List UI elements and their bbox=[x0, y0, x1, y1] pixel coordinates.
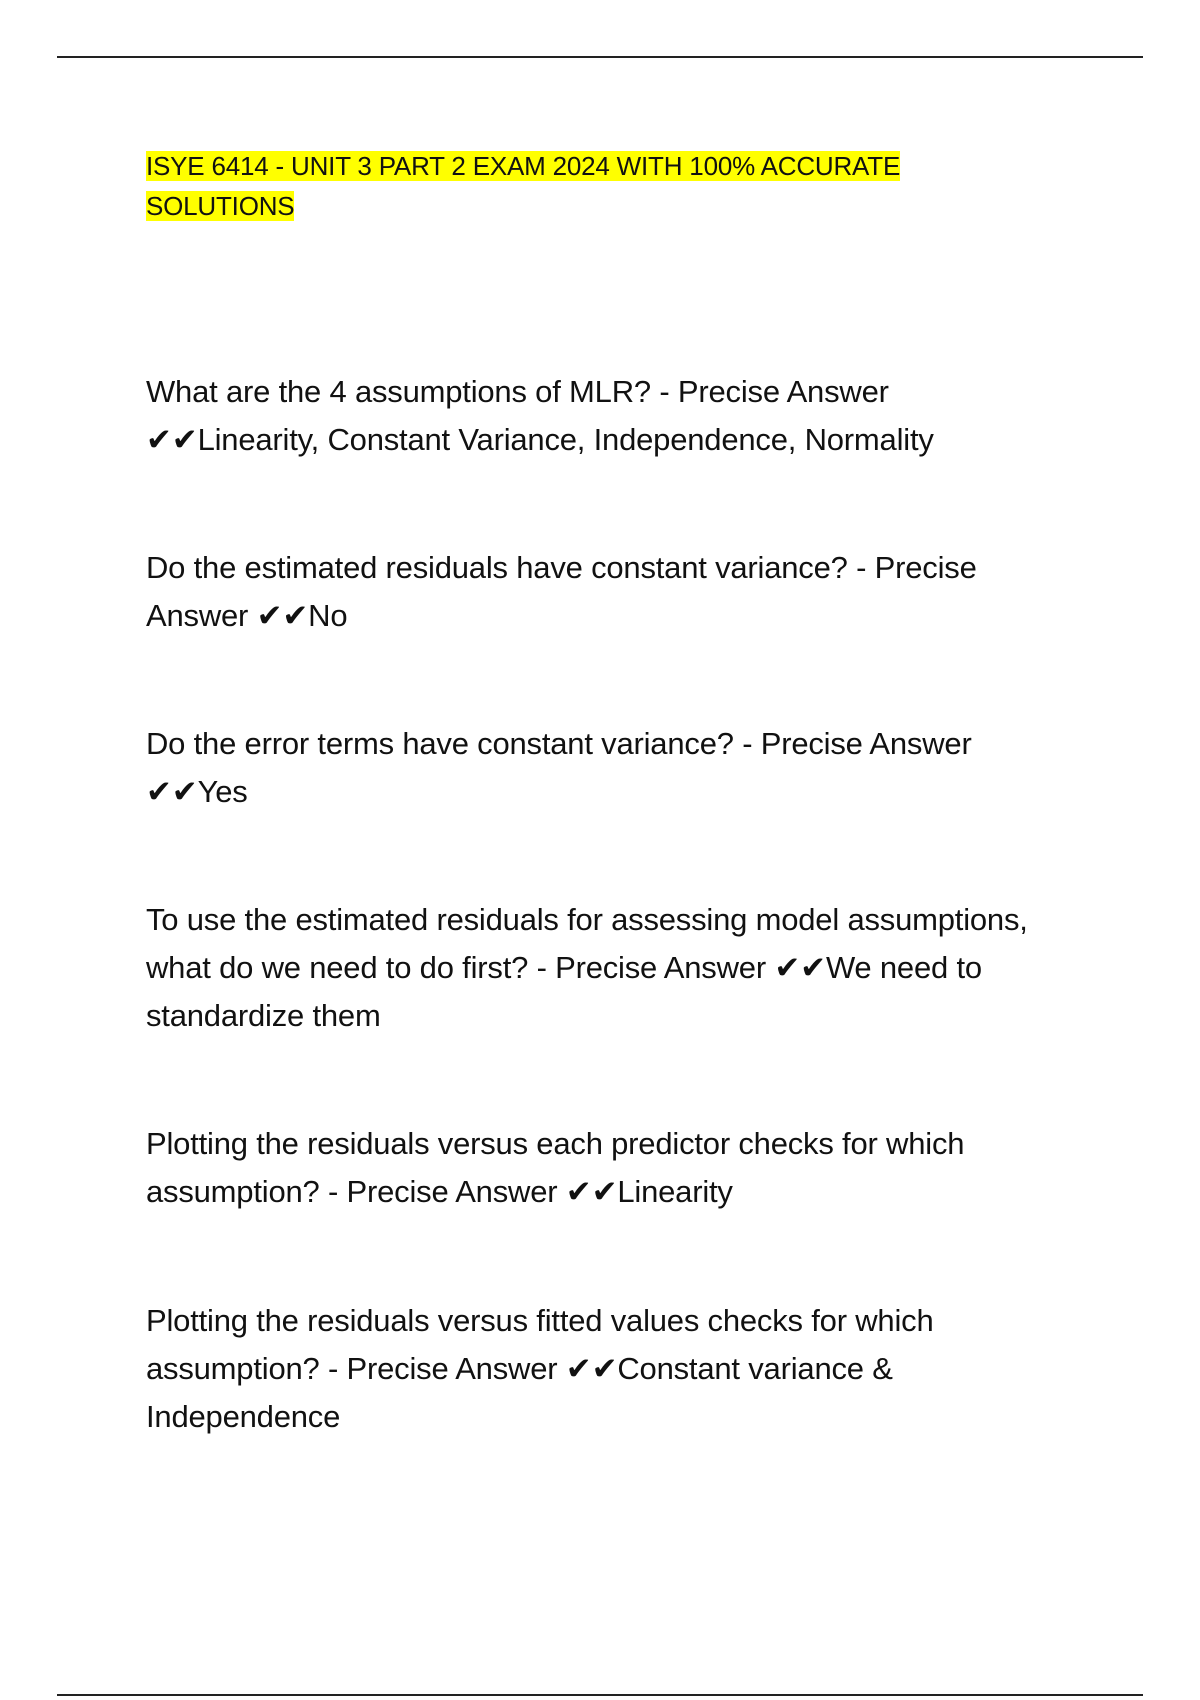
answer-label: Precise Answer bbox=[677, 374, 889, 409]
question-text: Plotting the residuals versus fitted values checks for which assumption? bbox=[146, 1303, 934, 1386]
separator: - bbox=[847, 550, 875, 585]
answer-label: Precise Answer bbox=[346, 1351, 558, 1386]
answer-label: Precise Answer bbox=[555, 950, 766, 985]
question-text: To use the estimated residuals for assessing model assumptions, what do we need to do first? bbox=[146, 902, 1028, 985]
double-checkmark-icon: ✔✔ bbox=[565, 1174, 618, 1209]
answer-text: Yes bbox=[197, 774, 248, 809]
double-checkmark-icon: ✔✔ bbox=[256, 598, 309, 633]
separator: - bbox=[319, 1174, 347, 1209]
question-text: Do the estimated residuals have constant variance? bbox=[146, 550, 848, 585]
top-divider bbox=[57, 56, 1143, 58]
double-checkmark-icon: ✔✔ bbox=[774, 950, 826, 985]
separator: - bbox=[733, 726, 761, 761]
answer-text: No bbox=[308, 598, 348, 633]
double-checkmark-icon: ✔✔ bbox=[146, 422, 198, 457]
answer-text: Linearity, Constant Variance, Independence, Normality bbox=[197, 422, 934, 457]
answer-text: Linearity bbox=[617, 1174, 733, 1209]
qa-item-1 bbox=[146, 368, 1066, 464]
bottom-divider bbox=[57, 1694, 1143, 1696]
separator: - bbox=[650, 374, 678, 409]
answer-label: Precise Answer bbox=[346, 1174, 558, 1209]
separator: - bbox=[528, 950, 556, 985]
answer-text: Constant variance & Independence bbox=[146, 1351, 893, 1434]
question-text: Do the error terms have constant variance? bbox=[146, 726, 734, 761]
qa-item-3 bbox=[146, 720, 1066, 816]
document-title bbox=[146, 146, 1006, 226]
separator: - bbox=[319, 1351, 347, 1386]
answer-label: Precise Answer bbox=[146, 550, 977, 633]
qa-item-2 bbox=[146, 544, 1066, 640]
qa-item-4 bbox=[146, 896, 1066, 1040]
qa-item-6 bbox=[146, 1297, 1066, 1441]
qa-item-5 bbox=[146, 1120, 1066, 1216]
double-checkmark-icon: ✔✔ bbox=[146, 774, 198, 809]
document-title-text: ISYE 6414 - UNIT 3 PART 2 EXAM 2024 WITH 100% ACCURATE SOLUTIONS bbox=[146, 151, 901, 221]
question-text: Plotting the residuals versus each predictor checks for which assumption? bbox=[146, 1126, 965, 1209]
question-text: What are the 4 assumptions of MLR? bbox=[146, 374, 651, 409]
double-checkmark-icon: ✔✔ bbox=[565, 1351, 618, 1386]
answer-text: We need to standardize them bbox=[146, 950, 982, 1033]
answer-label: Precise Answer bbox=[760, 726, 972, 761]
